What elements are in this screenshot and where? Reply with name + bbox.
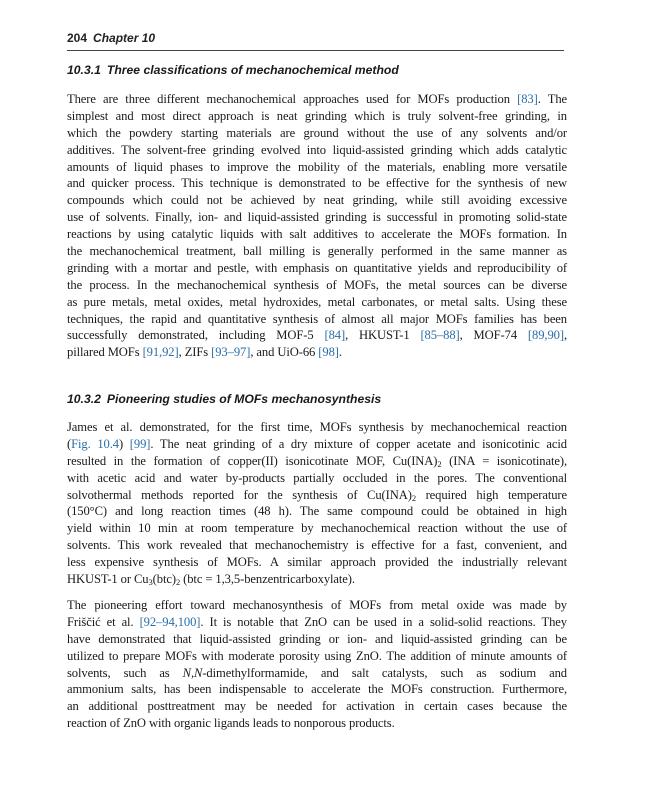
citation-link[interactable]: [92–94,100]: [139, 614, 201, 629]
citation-link[interactable]: [93–97]: [211, 345, 251, 360]
text-line: as pure metals, metal oxides, metal hydroxides, metal carbonates, or metal salts. Using these: [67, 294, 567, 309]
citation-link[interactable]: [84]: [324, 328, 346, 343]
text-line: compounds which could not be achieved by neat grinding, while still avoiding excessive: [67, 193, 567, 208]
section-number: 10.3.2: [67, 392, 101, 406]
text-line: grinding with a mortar and pestle, with emphasis on quantitative yields and reproducibility of: [67, 260, 567, 275]
subscript: 3: [148, 577, 153, 588]
section-title: Pioneering studies of MOFs mechanosynthesis: [106, 392, 382, 406]
text-line: reactions by using catalytic liquids with salt additives to accelerate the MOFs formation. In: [67, 227, 567, 242]
text-line: HKUST-1 or $Cu_3(btc)_2$ (btc = 1,3,5-benzentricarboxylate).: [67, 572, 355, 588]
text-line: and quicker process. This technique is demonstrated to be effective for the synthesis of new: [67, 176, 567, 191]
text-line: an additional posttreatment may be needed for activation in certain cases because the: [67, 699, 567, 714]
section2-paragraph-2: [67, 597, 567, 732]
text-line: solvents. This work revealed that mechanochemistry is effective for a fast, convenient, and: [67, 538, 567, 553]
text-line: which the powdery starting materials are ground without the use of any solvents and/or: [67, 125, 567, 140]
text-line: solvents, such as N,N-dimethylformamide, and salt catalysts, such as sodium and: [67, 665, 567, 680]
text-line: resulted in the formation of copper(II) isonicotinate MOF, $Cu(INA)_2$ (INA = isonicotinate),: [67, 453, 567, 469]
section2-paragraph-1: [67, 419, 567, 588]
citation-link[interactable]: [85–88]: [420, 328, 460, 343]
text-line: pillared MOFs [91,92], ZIFs [93–97], and UiO-66 [98].: [67, 345, 342, 360]
text-line: There are three different mechanochemical approaches used for MOFs production [83]. The: [67, 92, 567, 106]
text-line: ammonium salts, has been indispensable to accelerate the MOFs construction. Furthermore,: [67, 682, 567, 697]
text-line: yield within 10 min at room temperature by mechanochemical reaction without the use of: [67, 521, 567, 536]
subscript: 2: [175, 577, 181, 588]
text-line: (Fig. 10.4) [99]. The neat grinding of a dry mixture of copper acetate and isonicotinic acid: [67, 436, 567, 451]
text-line: reaction of ZnO with organic ligands leads to nonporous products.: [67, 716, 395, 731]
text-line: use of solvents. Finally, ion- and liquid-assisted grinding is successful in promoting solid-state: [67, 210, 567, 225]
text-line: less expensive synthesis of MOFs. A similar approach provided the industrially relevant: [67, 555, 567, 570]
chapter-label: Chapter 10: [93, 31, 156, 45]
text-line: with acetic acid and water by-products partially occluded in the pores. The conventional: [67, 470, 567, 485]
citation-link[interactable]: [91,92]: [142, 345, 179, 360]
citation-link[interactable]: Fig. 10.4: [71, 436, 119, 451]
text-line: have demonstrated that liquid-assisted grinding or ion- and liquid-assisted grinding can be: [67, 631, 567, 646]
text-line: additives. The solvent-free grinding evolved into liquid-assisted grinding which adds catalytic: [67, 142, 567, 157]
text-line: The pioneering effort toward mechanosynthesis of MOFs from metal oxide was made by: [67, 598, 567, 612]
text-line: Friščić et al. [92–94,100]. It is notable that ZnO can be used in a solid-solid reactions. They: [67, 614, 567, 629]
text-line: the mechanochemical treatment, ball milling is generally performed in the same manner as: [67, 244, 567, 259]
section-title: Three classifications of mechanochemical method: [106, 63, 399, 77]
text-line: James et al. demonstrated, for the first time, MOFs synthesis by mechanochemical reaction: [67, 420, 567, 434]
text-line: successfully demonstrated, including MOF-5 [84], HKUST-1 [85–88], MOF-74 [89,90],: [67, 328, 567, 343]
page-number: 204: [67, 31, 88, 45]
text-line: amounts of liquid phases to improve the mobility of the materials, enabling more versatile: [67, 159, 567, 174]
text-line: solvothermal methods reported for the synthesis of $Cu(INA)_2$ required high temperature: [67, 487, 567, 503]
running-head: [67, 31, 564, 51]
citation-link[interactable]: [99]: [129, 436, 151, 451]
citation-link[interactable]: [83]: [517, 92, 538, 106]
citation-link[interactable]: [89,90]: [527, 328, 564, 343]
subscript: 2: [411, 492, 416, 503]
text-line: (150°C) and long reaction times (48 h). The same compound could be obtained in high: [67, 504, 567, 519]
italic-text: N,N: [182, 665, 203, 680]
text-line: techniques, the rapid and quantitative synthesis of almost all major MOFs families has been: [67, 311, 567, 326]
section1-paragraph: [67, 91, 567, 361]
text-line: utilized to prepare MOFs with moderate porosity using ZnO. The addition of minute amounts of: [67, 648, 567, 663]
section-heading-10-3-1: [67, 63, 567, 77]
section-number: 10.3.1: [67, 63, 101, 77]
text-line: the process. In the mechanochemical synthesis of MOFs, the metal sources can be diverse: [67, 277, 567, 292]
section-heading-10-3-2: [67, 392, 567, 406]
text-line: simplest and most direct approach is neat grinding which is truly solvent-free grinding, in: [67, 108, 567, 123]
citation-link[interactable]: [98]: [318, 345, 339, 360]
subscript: 2: [437, 458, 442, 469]
